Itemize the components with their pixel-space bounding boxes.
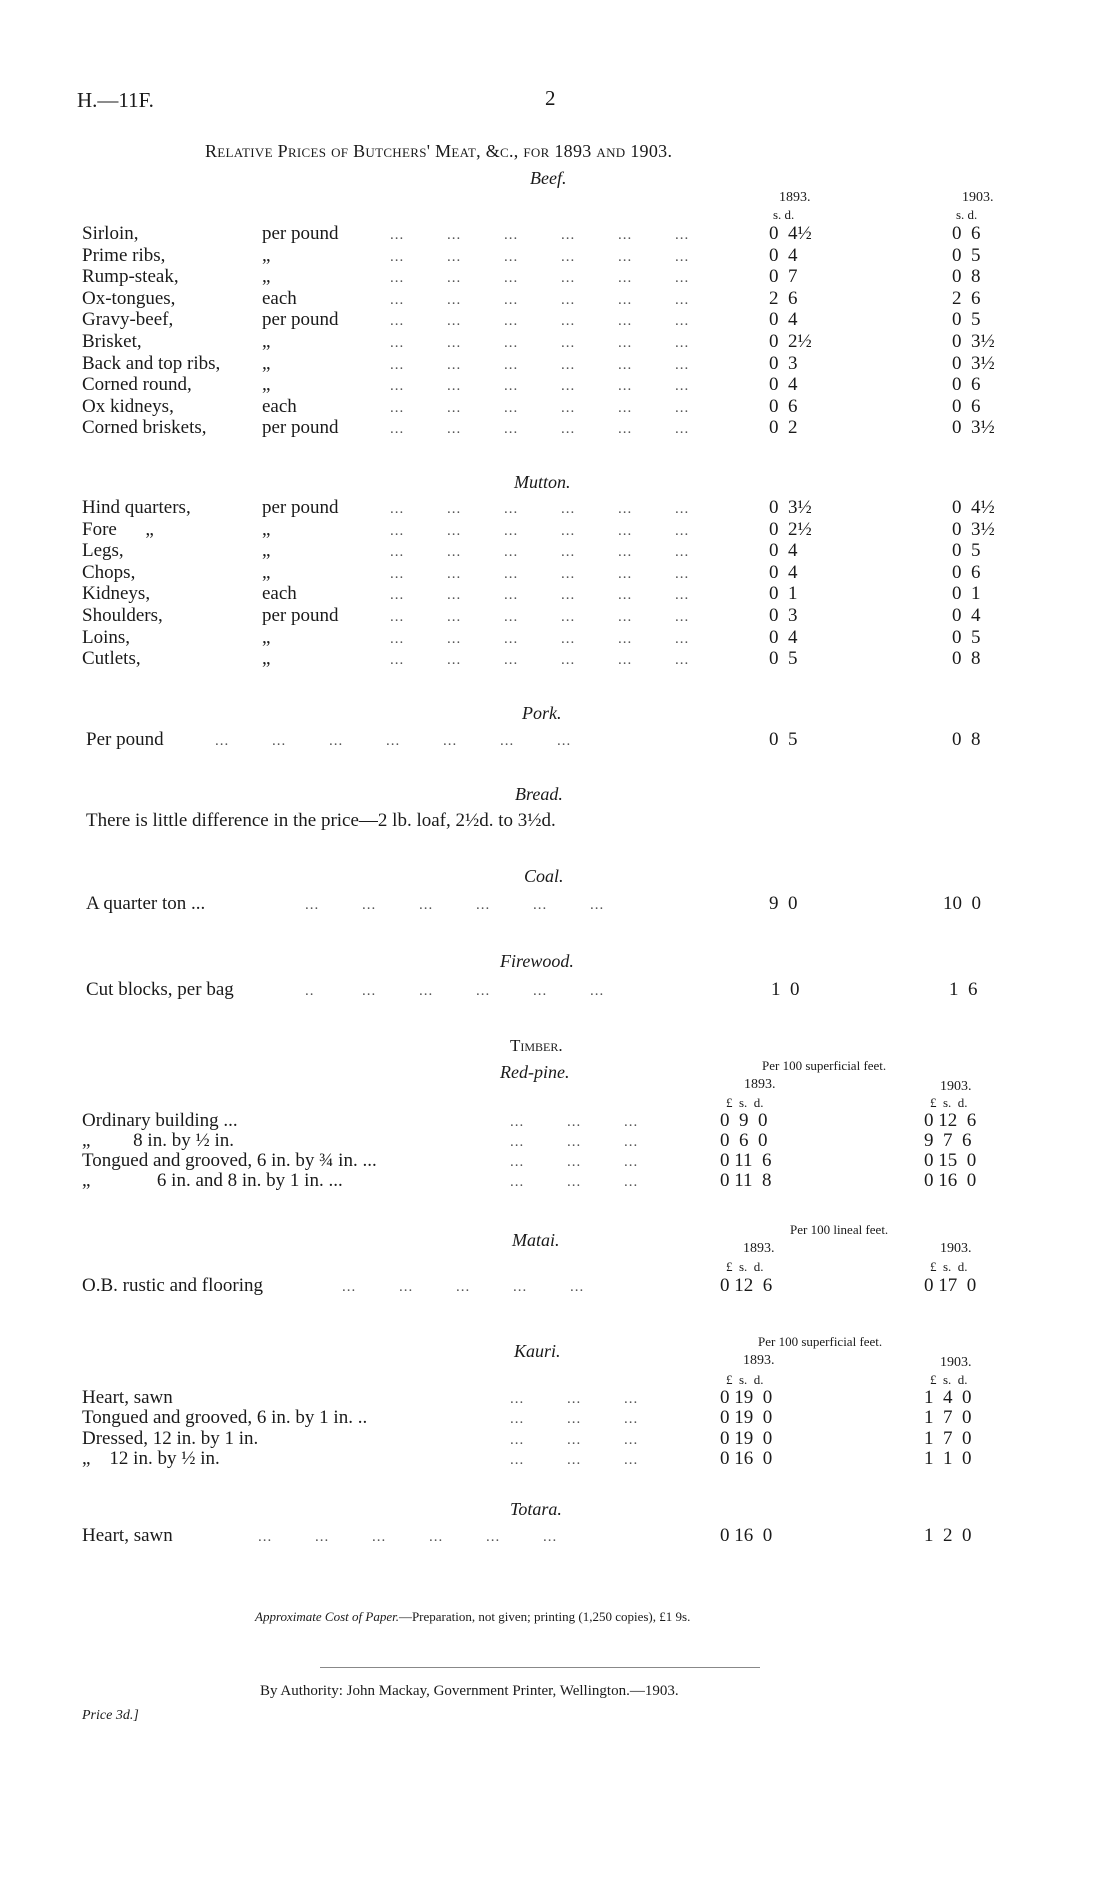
units-1903-label: £ s. d. — [930, 1095, 968, 1110]
section-heading-bread: Bread. — [515, 784, 563, 804]
authority-line: By Authority: John Mackay, Government Printer, Wellington.—1903. — [260, 1683, 679, 1699]
firewood-price-1903: 1 6 — [949, 979, 978, 1000]
table-row-price-1893: 0 4 — [769, 626, 798, 648]
leader-dots: ... ... ... ... ... ... — [390, 399, 690, 416]
table-row-item: Loins, — [82, 626, 131, 648]
table-row-item: Tongued and grooved, 6 in. by 1 in. .. — [82, 1407, 368, 1429]
table-row-item: Sirloin, — [82, 223, 139, 244]
table-row-price-1893: 0 3½ — [769, 497, 812, 518]
page-number: 2 — [545, 86, 556, 110]
table-row-price-1903: 0 3½ — [952, 331, 995, 352]
table-row-unit: „ — [262, 561, 271, 583]
page-title: Relative Prices of Butchers' Meat, &c., for 1893 and 1903. — [205, 141, 673, 161]
year-1893-label: 1893. — [743, 1241, 775, 1256]
table-row-price-1903: 0 1 — [952, 583, 981, 605]
coal-price-1903: 10 0 — [943, 893, 981, 914]
section-heading-pork: Pork. — [522, 703, 562, 723]
table-row-price-1893: 0 2½ — [769, 518, 812, 540]
leader-dots: ... ... ... ... ... ... — [390, 544, 690, 561]
table-row-price-1893: 0 19 0 — [720, 1407, 773, 1429]
table-row-item: Brisket, — [82, 331, 142, 352]
leader-dots: ... ... ... — [510, 1391, 639, 1407]
table-row-price-1893: 0 2 — [769, 417, 798, 439]
table-row-price-1893: 0 11 8 — [720, 1170, 772, 1191]
leader-dots: ... ... ... ... ... ... — [390, 291, 690, 308]
table-row-unit: „ — [262, 648, 271, 670]
leader-dots: ... ... ... ... ... — [342, 1279, 585, 1295]
year-1903-label: 1903. — [962, 190, 994, 205]
price-label: Price 3d.] — [82, 1708, 139, 1723]
leader-dots: ... ... ... — [510, 1174, 639, 1190]
table-row-price-1893: 0 4½ — [769, 223, 812, 244]
table-row-item: „ 6 in. and 8 in. by 1 in. ... — [82, 1170, 343, 1191]
subsection-heading-red-pine: Red-pine. — [500, 1062, 570, 1082]
leader-dots: ... ... ... ... ... ... — [390, 587, 690, 604]
footer-divider — [320, 1667, 760, 1668]
year-1893-label: 1893. — [779, 190, 811, 205]
leader-dots: ... ... ... ... ... ... — [390, 522, 690, 539]
table-row-unit: per pound — [262, 497, 339, 518]
table-row-item: Legs, — [82, 540, 124, 562]
table-row-price-1903: 2 6 — [952, 287, 981, 309]
table-row-price-1903: 0 6 — [952, 374, 981, 396]
table-row-item: „ 12 in. by ½ in. — [82, 1448, 220, 1470]
table-row-price-1903: 1 7 0 — [924, 1427, 972, 1449]
table-row-item: Ox kidneys, — [82, 395, 174, 417]
leader-dots: ... ... ... — [510, 1431, 639, 1448]
bread-text: There is little difference in the price—2 lb. loaf, 2½d. to 3½d. — [86, 810, 556, 831]
table-row-price-1903: 1 4 0 — [924, 1387, 972, 1408]
table-row-price-1903: 1 7 0 — [924, 1407, 972, 1429]
leader-dots: ... ... ... ... ... ... ... — [215, 733, 572, 749]
subsection-heading-totara: Totara. — [510, 1499, 562, 1519]
table-row-price-1893: 0 6 0 — [720, 1130, 768, 1151]
leader-dots: ... ... ... ... ... ... — [390, 565, 690, 582]
leader-dots: ... ... ... ... ... ... — [390, 270, 690, 287]
table-row-price-1893: 0 4 — [769, 374, 798, 396]
section-heading-beef: Beef. — [530, 168, 567, 188]
table-row-price-1893: 0 19 0 — [720, 1427, 773, 1449]
table-row-unit: each — [262, 395, 297, 417]
section-heading-timber: Timber. — [510, 1036, 563, 1055]
table-row-item: Corned briskets, — [82, 417, 207, 439]
units-1893-label: s. d. — [773, 207, 795, 222]
leader-dots: ... ... ... ... ... ... — [390, 609, 690, 625]
leader-dots: ... ... ... — [510, 1134, 639, 1150]
table-row-item: Ox-tongues, — [82, 287, 176, 309]
leader-dots: ... ... ... ... ... ... — [390, 630, 690, 647]
table-row-price-1903: 0 6 — [952, 561, 981, 583]
table-row-price-1893: 0 16 0 — [720, 1448, 773, 1470]
pork-price-1903: 0 8 — [952, 729, 981, 750]
table-row-price-1903: 0 6 — [952, 395, 981, 417]
leader-dots: ... ... ... ... ... ... — [390, 421, 690, 438]
leader-dots: ... ... ... — [510, 1154, 639, 1170]
cost-label: Approximate Cost of Paper. — [255, 1609, 399, 1624]
table-row-item: Corned round, — [82, 374, 192, 396]
leader-dots: ... ... ... — [510, 1411, 639, 1428]
table-row-item: Fore „ — [82, 518, 154, 540]
table-row-item: Heart, sawn — [82, 1525, 173, 1546]
table-row-price-1893: 0 5 — [769, 648, 798, 670]
table-row-price-1893: 0 1 — [769, 583, 798, 605]
table-row-unit: per pound — [262, 223, 339, 244]
table-row-price-1903: 0 5 — [952, 309, 981, 331]
table-row-unit: „ — [262, 244, 271, 266]
leader-dots: ... ... ... ... ... ... — [258, 1529, 558, 1545]
table-row-price-1903: 0 5 — [952, 540, 981, 562]
table-row-unit: „ — [262, 374, 271, 396]
table-row-item: Kidneys, — [82, 583, 151, 605]
units-1903-label: £ s. d. — [930, 1259, 968, 1274]
pork-price-1893: 0 5 — [769, 729, 798, 750]
units-1903-label: s. d. — [956, 207, 978, 222]
table-row-price-1903: 0 17 0 — [924, 1275, 977, 1296]
table-row-price-1903: 0 12 6 — [924, 1110, 977, 1131]
table-row-price-1893: 0 9 0 — [720, 1110, 768, 1131]
table-row-price-1893: 0 16 0 — [720, 1525, 773, 1546]
table-row-unit: „ — [262, 540, 271, 562]
cost-text: —Preparation, not given; printing (1,250 copies), £1 9s. — [398, 1609, 691, 1624]
leader-dots: ... ... ... — [510, 1114, 639, 1130]
table-row-price-1903: 0 6 — [952, 223, 981, 244]
leader-dots: ... ... ... ... ... ... — [390, 248, 690, 265]
table-row-price-1903: 0 15 0 — [924, 1150, 977, 1171]
table-row-price-1903: 0 3½ — [952, 417, 995, 439]
table-row-unit: „ — [262, 518, 271, 540]
table-row-item: Tongued and grooved, 6 in. by ¾ in. ... — [82, 1150, 377, 1171]
table-row-unit: „ — [262, 352, 271, 374]
per-unit-label: Per 100 lineal feet. — [790, 1222, 889, 1237]
table-row-unit: per pound — [262, 605, 339, 626]
table-row-price-1893: 0 2½ — [769, 331, 812, 352]
document-code: H.—11F. — [77, 88, 154, 112]
per-unit-label: Per 100 superficial feet. — [762, 1058, 887, 1073]
firewood-price-1893: 1 0 — [771, 979, 800, 1000]
cost-of-paper-note — [255, 1609, 690, 1625]
table-row-item: Rump-steak, — [82, 266, 179, 288]
table-row-price-1903: 0 8 — [952, 266, 981, 288]
coal-item: A quarter ton ... — [86, 893, 206, 914]
table-row-price-1903: 1 1 0 — [924, 1448, 972, 1470]
table-row-price-1893: 0 3 — [769, 352, 798, 374]
table-row-price-1903: 0 4 — [952, 605, 981, 626]
table-row-price-1893: 0 7 — [769, 266, 798, 288]
leader-dots: ... ... ... ... ... ... — [390, 227, 690, 243]
units-1903-label: £ s. d. — [930, 1372, 968, 1387]
table-row-item: Chops, — [82, 561, 136, 583]
section-heading-mutton: Mutton. — [514, 472, 571, 492]
table-row-price-1893: 0 3 — [769, 605, 798, 626]
table-row-price-1893: 0 4 — [769, 540, 798, 562]
table-row-item: Cutlets, — [82, 648, 141, 670]
table-row-price-1893: 0 4 — [769, 561, 798, 583]
leader-dots: ... ... ... ... ... ... — [305, 897, 605, 913]
table-row-unit: „ — [262, 331, 271, 352]
table-row-price-1903: 1 2 0 — [924, 1525, 972, 1546]
table-row-price-1893: 0 4 — [769, 309, 798, 331]
table-row-unit: „ — [262, 266, 271, 288]
pork-item: Per pound — [86, 729, 164, 750]
section-heading-firewood: Firewood. — [500, 951, 574, 971]
units-1893-label: £ s. d. — [726, 1095, 764, 1110]
table-row-item: Gravy-beef, — [82, 309, 174, 331]
table-row-item: O.B. rustic and flooring — [82, 1275, 264, 1296]
leader-dots: ... ... ... — [510, 1452, 639, 1469]
table-row-unit: „ — [262, 626, 271, 648]
table-row-price-1893: 0 4 — [769, 244, 798, 266]
leader-dots: ... ... ... ... ... ... — [390, 378, 690, 395]
table-row-item: Heart, sawn — [82, 1387, 173, 1408]
year-1893-label: 1893. — [743, 1353, 775, 1368]
leader-dots: ... ... ... ... ... ... — [390, 356, 690, 373]
table-row-item: Hind quarters, — [82, 497, 191, 518]
subsection-heading-matai: Matai. — [512, 1230, 560, 1250]
leader-dots: ... ... ... ... ... ... — [390, 335, 690, 351]
table-row-unit: each — [262, 287, 297, 309]
leader-dots: ... ... ... ... ... ... — [390, 652, 690, 669]
table-row-unit: per pound — [262, 417, 339, 439]
section-heading-coal: Coal. — [524, 866, 564, 886]
table-row-price-1903: 9 7 6 — [924, 1130, 972, 1151]
firewood-item: Cut blocks, per bag — [86, 979, 234, 1000]
year-1903-label: 1903. — [940, 1355, 972, 1370]
table-row-unit: each — [262, 583, 297, 605]
table-row-item: Back and top ribs, — [82, 352, 221, 374]
table-row-item: „ 8 in. by ½ in. — [82, 1130, 234, 1151]
table-row-price-1893: 2 6 — [769, 287, 798, 309]
coal-price-1893: 9 0 — [769, 893, 798, 914]
table-row-price-1903: 0 5 — [952, 626, 981, 648]
table-row-price-1893: 0 6 — [769, 395, 798, 417]
units-1893-label: £ s. d. — [726, 1372, 764, 1387]
leader-dots: ... ... ... ... ... ... — [390, 501, 690, 517]
table-row-item: Dressed, 12 in. by 1 in. — [82, 1427, 259, 1449]
table-row-item: Ordinary building ... — [82, 1110, 238, 1131]
table-row-price-1893: 0 19 0 — [720, 1387, 773, 1408]
table-row-unit: per pound — [262, 309, 339, 331]
year-1903-label: 1903. — [940, 1241, 972, 1256]
table-row-price-1903: 0 8 — [952, 648, 981, 670]
table-row-price-1903: 0 16 0 — [924, 1170, 977, 1191]
table-row-item: Prime ribs, — [82, 244, 166, 266]
table-row-price-1903: 0 3½ — [952, 518, 995, 540]
table-row-price-1903: 0 5 — [952, 244, 981, 266]
leader-dots: .. ... ... ... ... ... — [305, 983, 605, 999]
per-unit-label: Per 100 superficial feet. — [758, 1334, 883, 1349]
table-row-item: Shoulders, — [82, 605, 163, 626]
subsection-heading-kauri: Kauri. — [514, 1341, 561, 1361]
table-row-price-1903: 0 4½ — [952, 497, 995, 518]
table-row-price-1893: 0 12 6 — [720, 1275, 773, 1296]
year-1903-label: 1903. — [940, 1079, 972, 1094]
table-row-price-1903: 0 3½ — [952, 352, 995, 374]
units-1893-label: £ s. d. — [726, 1259, 764, 1274]
leader-dots: ... ... ... ... ... ... — [390, 313, 690, 330]
year-1893-label: 1893. — [744, 1077, 776, 1092]
table-row-price-1893: 0 11 6 — [720, 1150, 772, 1171]
